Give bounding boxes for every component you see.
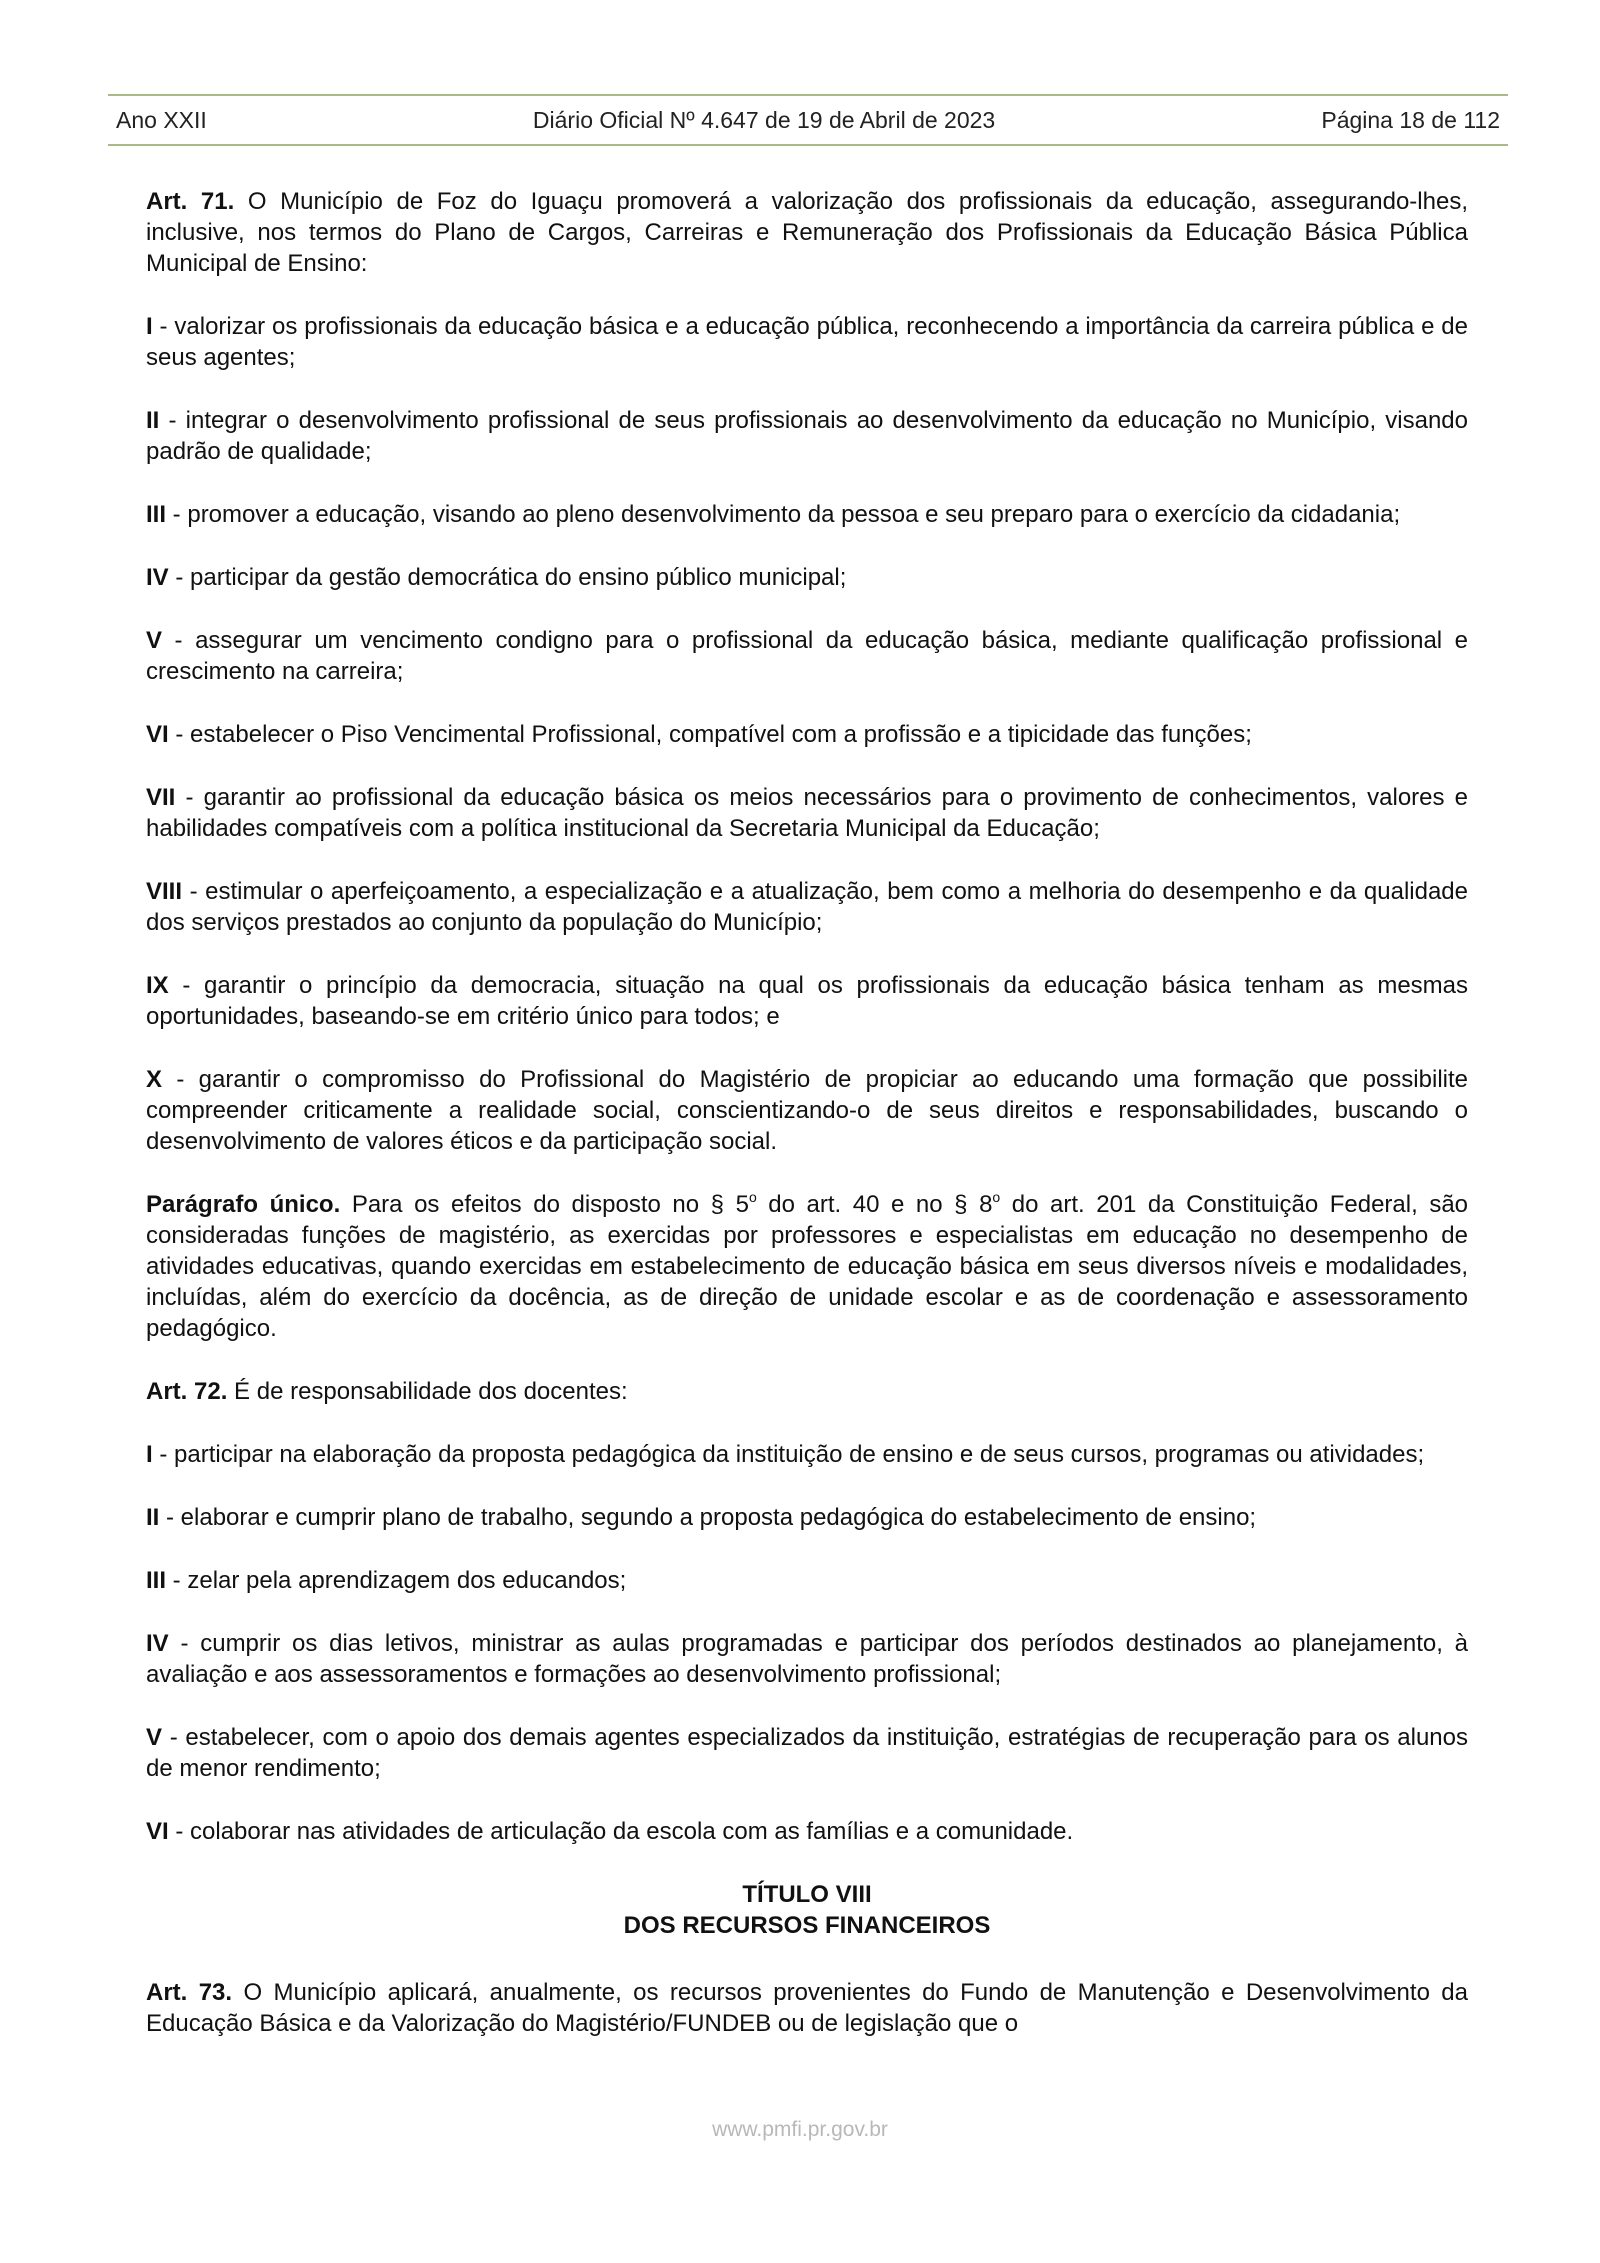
art-71-item-i: I - valorizar os profissionais da educação básica e a educação pública, reconhecendo a importância da carreira pública e de seus agentes; xyxy=(146,313,1468,371)
header-year: Ano XXII xyxy=(116,106,207,133)
title-number: TÍTULO VIII xyxy=(742,1881,872,1908)
art-73 xyxy=(146,1977,1468,2039)
art-71-item-vi: VI - estabelecer o Piso Vencimental Profissional, compatível com a profissão e a tipicidade das funções; xyxy=(146,721,1252,748)
paragraph-label: Parágrafo único. xyxy=(146,1191,341,1218)
art-72 xyxy=(146,1376,1468,1407)
art-71-item-iii: III - promover a educação, visando ao pleno desenvolvimento da pessoa e seu preparo para o exercício da cidadania; xyxy=(146,501,1401,528)
art-72-item-iii: III - zelar pela aprendizagem dos educandos; xyxy=(146,1567,627,1594)
article-label: Art. 72. xyxy=(146,1378,228,1405)
article-text: É de responsabilidade dos docentes: xyxy=(227,1378,628,1405)
header-gazette-title: Diário Oficial Nº 4.647 de 19 de Abril de 2023 xyxy=(532,106,996,133)
art-71-item-ix: IX - garantir o princípio da democracia, situação na qual os profissionais da educação básica tenham as mesmas oportunidades, baseando-se em critério único para todos; e xyxy=(146,972,1468,1030)
page-header xyxy=(108,94,1508,146)
art-72-item-i: I - participar na elaboração da proposta pedagógica da instituição de ensino e de seus cursos, programas ou atividades; xyxy=(146,1441,1425,1468)
section-title xyxy=(146,1879,1468,1941)
article-text: O Município aplicará, anualmente, os recursos provenientes do Fundo de Manutenção e Desenvolvimento da Educação Básica e da Valorização do Magistério/FUNDEB ou de legislação que o xyxy=(146,1979,1468,2037)
art-71-item-v: V - assegurar um vencimento condigno para o profissional da educação básica, mediante qualificação profissional e crescimento na carreira; xyxy=(146,627,1468,685)
paragrafo-unico: Parágrafo único. Para os efeitos do disposto no § 5$^o$ do art. 40 e no § 8$^o$ do art. 201 da Constituição Federal, são consideradas funções de magistério, as exercidas por professores e especialistas em educação no desempenho de atividades educativas, quando exercidas em estabelecimento de educação básica em seus diversos níveis e modalidades, incluídas, além do exercício da docência, as de direção de unidade escolar e as de coordenação e assessoramento pedagógico. xyxy=(146,1189,1469,1342)
article-label: Art. 71. xyxy=(146,188,235,215)
art-72-item-vi: VI - colaborar nas atividades de articulação da escola com as famílias e a comunidade. xyxy=(146,1818,1074,1845)
art-71-item-ii: II - integrar o desenvolvimento profissional de seus profissionais ao desenvolvimento da educação no Município, visando padrão de qualidade; xyxy=(146,407,1468,465)
art-72-item-iv: IV - cumprir os dias letivos, ministrar as aulas programadas e participar dos períodos destinados ao planejamento, à avaliação e aos assessoramentos e formações ao desenvolvimento profissional; xyxy=(146,1630,1468,1688)
art-72-item-v: V - estabelecer, com o apoio dos demais agentes especializados da instituição, estratégias de recuperação para os alunos de menor rendimento; xyxy=(146,1724,1468,1782)
art-71-item-viii: VIII - estimular o aperfeiçoamento, a especialização e a atualização, bem como a melhoria do desempenho e da qualidade dos serviços prestados ao conjunto da população do Município; xyxy=(146,878,1468,936)
art-71-item-iv: IV - participar da gestão democrática do ensino público municipal; xyxy=(146,564,847,591)
document-body xyxy=(146,186,1468,2071)
art-71-item-x: X - garantir o compromisso do Profissional do Magistério de propiciar ao educando uma formação que possibilite compreender criticamente a realidade social, conscientizando-o de seus direitos e responsabilidades, buscando o desenvolvimento de valores éticos e da participação social. xyxy=(146,1066,1468,1155)
title-name: DOS RECURSOS FINANCEIROS xyxy=(623,1912,991,1939)
footer-url: www.pmfi.pr.gov.br xyxy=(712,2118,888,2141)
article-label: Art. 73. xyxy=(146,1979,233,2006)
article-text: O Município de Foz do Iguaçu promoverá a valorização dos profissionais da educação, assegurando-lhes, inclusive, nos termos do Plano de Cargos, Carreiras e Remuneração dos Profissionais da Educação Básica Pública Municipal de Ensino: xyxy=(146,188,1468,277)
art-71-item-vii: VII - garantir ao profissional da educação básica os meios necessários para o provimento de conhecimentos, valores e habilidades compatíveis com a política institucional da Secretaria Municipal da Educação; xyxy=(146,784,1468,842)
art-72-item-ii: II - elaborar e cumprir plano de trabalho, segundo a proposta pedagógica do estabelecimento de ensino; xyxy=(146,1504,1257,1531)
art-71 xyxy=(146,186,1468,279)
header-page-number: Página 18 de 112 xyxy=(1321,106,1500,133)
